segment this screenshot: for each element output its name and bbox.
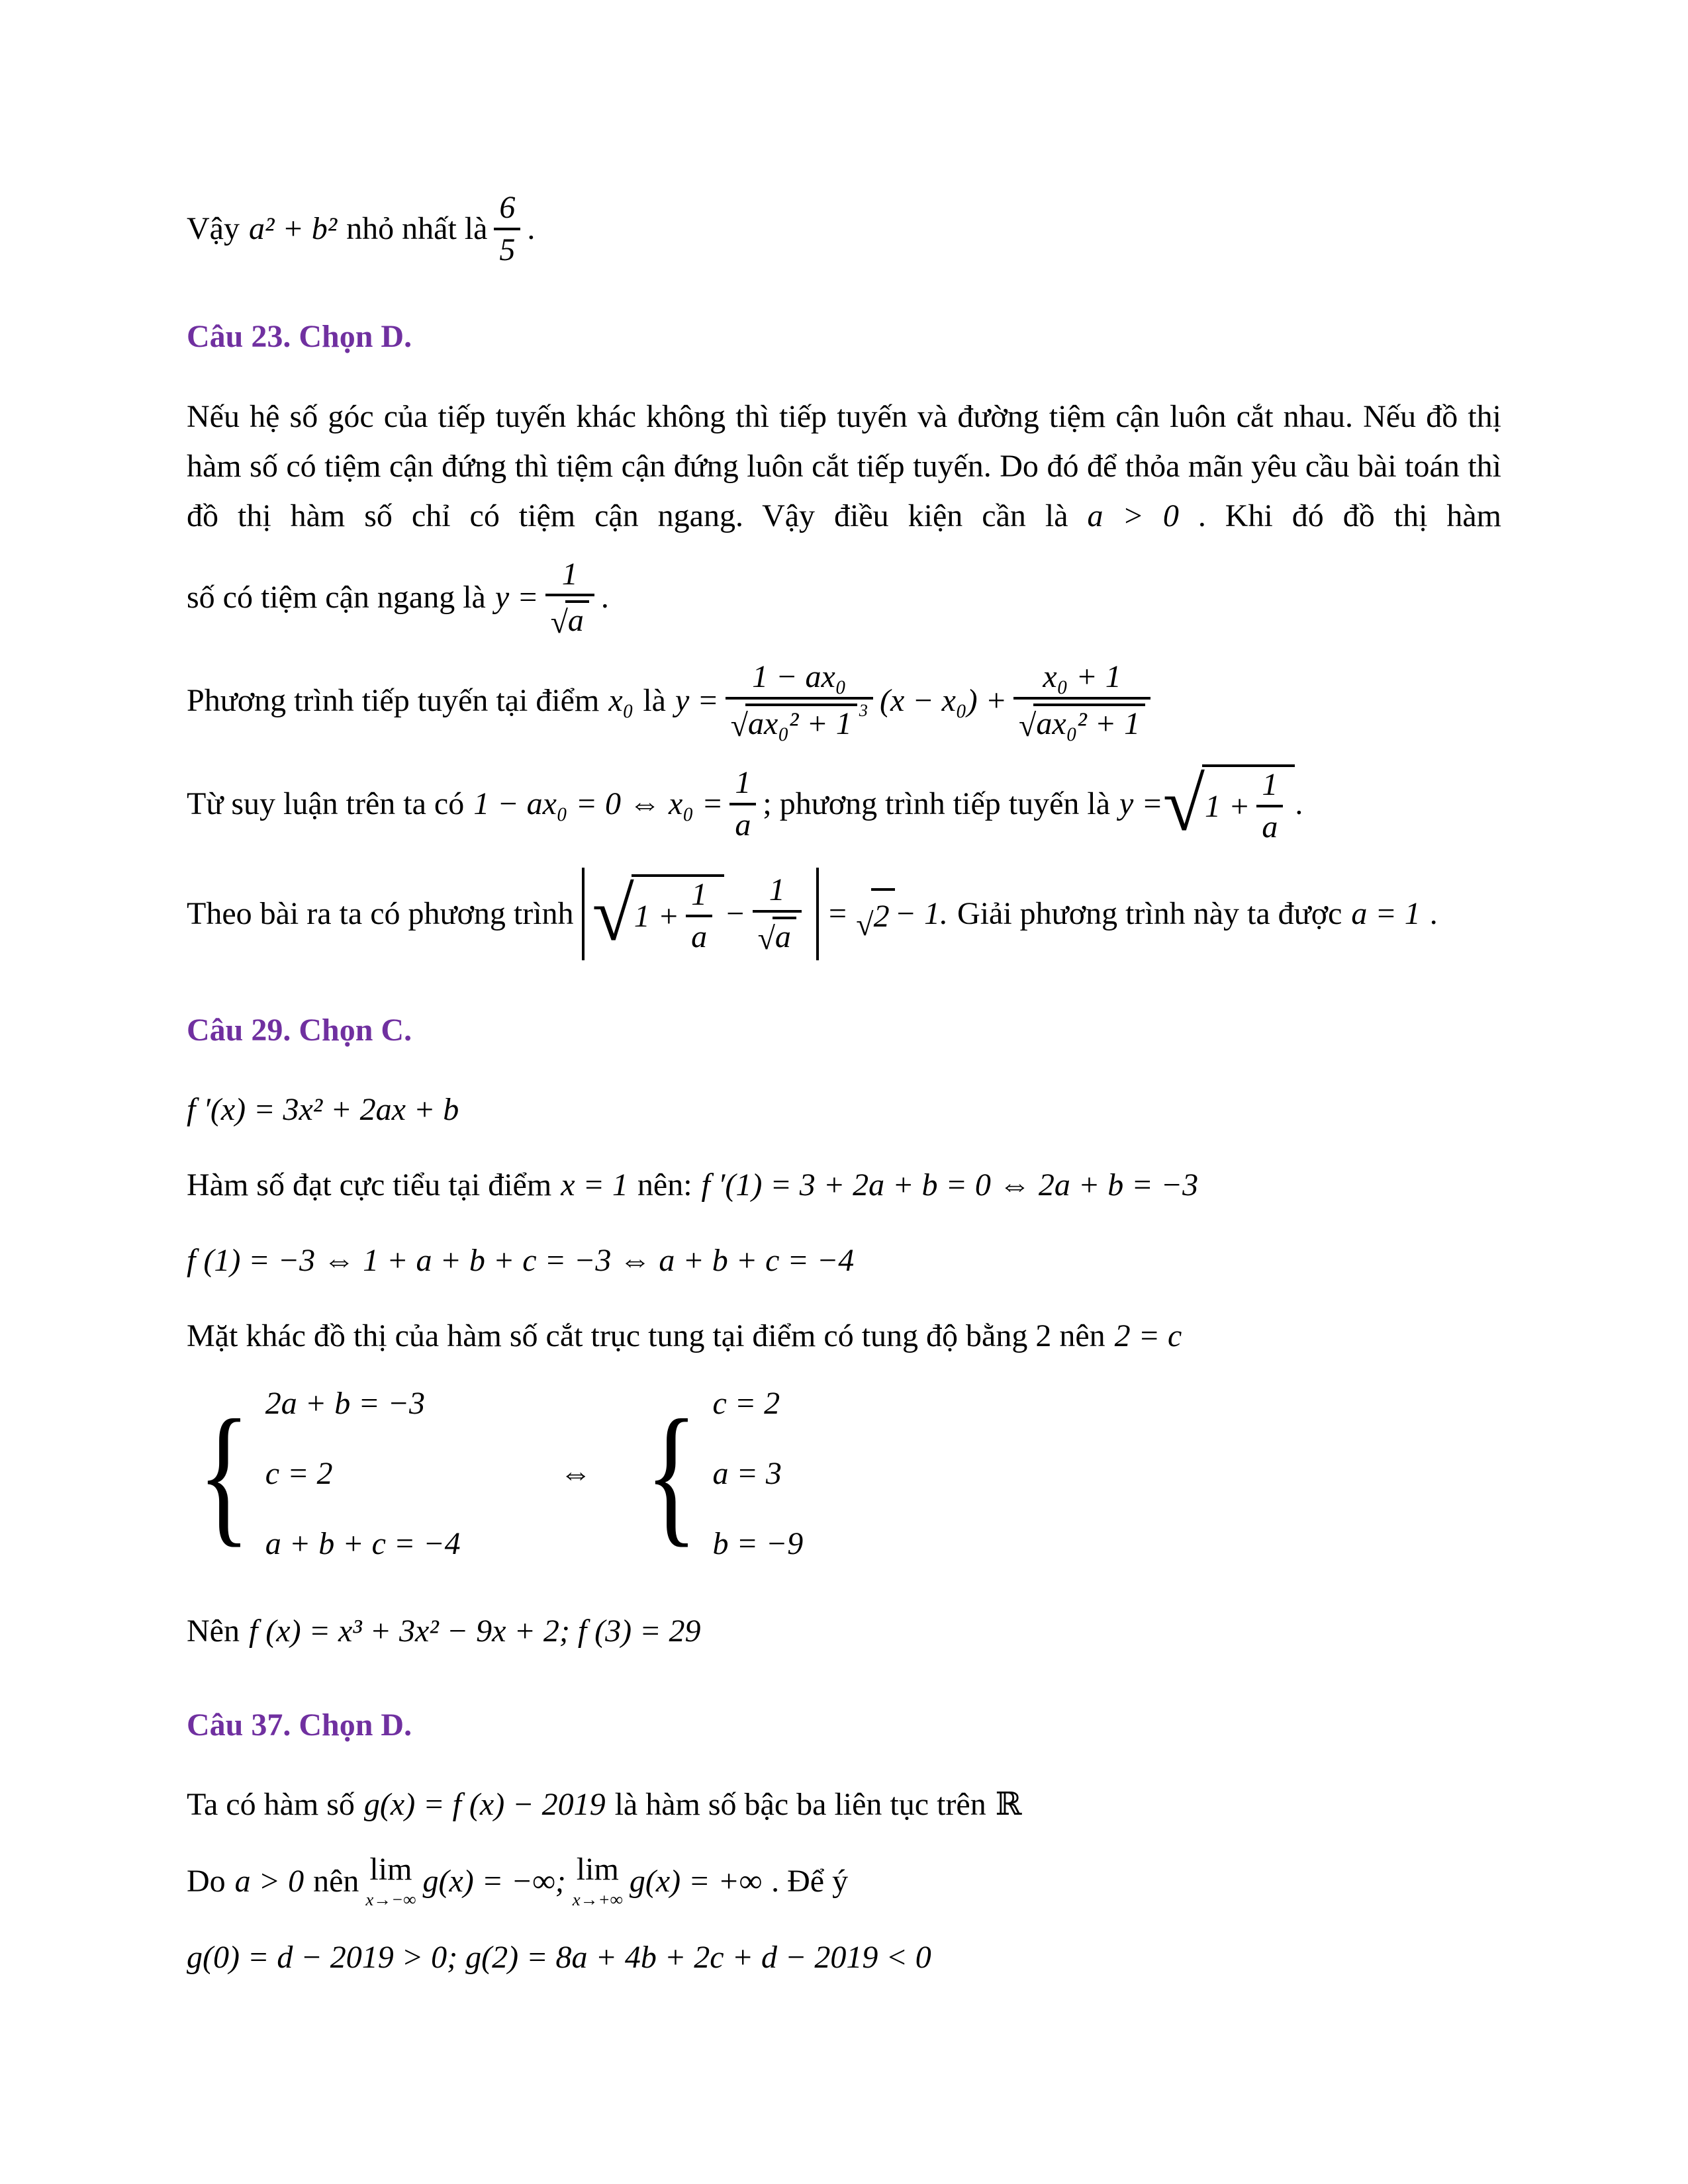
radicand <box>632 874 724 954</box>
limit-operator <box>573 1854 623 1909</box>
fraction-numerator: 1 <box>735 764 751 800</box>
fraction <box>494 192 520 267</box>
math-expression: 2 = c <box>1114 1318 1182 1354</box>
question-heading-37: Câu 37. Chọn D. <box>187 1707 412 1743</box>
square-root <box>856 888 894 943</box>
text-run: Ta có hàm số <box>187 1787 355 1823</box>
square-root <box>731 704 857 741</box>
square-root <box>592 871 725 956</box>
fraction <box>1013 661 1150 741</box>
text-run: Vậy <box>187 211 240 247</box>
question-heading-23: Câu 23. Chọn D. <box>187 318 412 354</box>
square-root <box>1019 704 1145 741</box>
cases-left <box>187 1380 461 1568</box>
fraction-denominator: 5 <box>494 228 520 267</box>
tangent-equation-line <box>187 661 1501 741</box>
y-intercept-line <box>187 1312 1501 1360</box>
text-run: . Để ý <box>771 1863 849 1899</box>
math-expression: g(x) = f (x) − 2019 <box>363 1787 606 1823</box>
radical-sign: √ <box>1162 761 1205 846</box>
radical-sign: √ <box>592 871 634 956</box>
radical-sign: √ <box>757 921 775 956</box>
fraction <box>753 874 802 954</box>
fraction-numerator: 1 <box>691 877 708 913</box>
math-expression: f ′(1) = 3 + 2a + b = 0 ⇔ 2a + b = −3 <box>701 1167 1199 1203</box>
text-run: Phương trình tiếp tuyến tại điểm <box>187 683 600 719</box>
math-expression: g(x) = −∞; <box>422 1863 566 1899</box>
text-run: là hàm số bậc ba liên tục trên <box>614 1787 986 1823</box>
left-brace: { <box>197 1387 250 1560</box>
radicand: ax₀² + 1 <box>745 704 857 741</box>
math-expression: 1 − ax₀ = 0 ⇔ x₀ = <box>473 786 724 822</box>
text-run: nên <box>313 1863 359 1899</box>
square-root <box>550 600 589 640</box>
cases-column <box>712 1380 803 1568</box>
question-heading-29: Câu 29. Chọn C. <box>187 1013 412 1048</box>
fraction <box>1256 769 1283 844</box>
text-run: số có tiệm cận ngang là <box>187 580 486 615</box>
derivative-line: f ′(x) = 3x² + 2ax + b <box>187 1092 459 1128</box>
fraction <box>726 661 873 741</box>
text-run: Theo bài ra ta có phương trình <box>187 896 574 932</box>
text-run: Từ suy luận trên ta có <box>187 786 465 822</box>
radicand <box>1202 764 1295 844</box>
math-expression: a > 0 <box>234 1863 305 1899</box>
limit-subscript: x→−∞ <box>365 1889 416 1910</box>
text-run: . <box>1429 896 1438 932</box>
math-expression: x₀ <box>608 683 634 719</box>
fraction-denominator <box>1013 697 1150 741</box>
fraction-denominator: a <box>729 803 756 842</box>
cases-column <box>265 1380 461 1568</box>
case-equation: a + b + c = −4 <box>265 1526 461 1562</box>
iff-symbol: ⇔ <box>559 1456 592 1492</box>
fraction-numerator: 1 <box>561 556 578 592</box>
text-run: ; phương trình tiếp tuyến là <box>763 786 1111 822</box>
math-expression: a² + b² <box>248 211 338 247</box>
math-expression: − 1. <box>894 896 949 932</box>
fraction-denominator: a <box>686 915 712 954</box>
equation-system <box>187 1380 1501 1568</box>
math-expression: g(x) = +∞ <box>629 1863 763 1899</box>
fraction-denominator: a <box>1256 805 1283 844</box>
limit-subscript: x→+∞ <box>572 1889 623 1910</box>
fraction <box>545 556 594 640</box>
radicand: ax₀² + 1 <box>1033 704 1145 741</box>
asymptote-line <box>187 556 1501 640</box>
math-expression: x = 1 <box>561 1167 628 1203</box>
math-expression: a > 0 <box>1087 498 1179 533</box>
text-run: là <box>643 683 666 719</box>
f1-value-line: f (1) = −3 ⇔ 1 + a + b + c = −3 ⇔ a + b + c = −4 <box>187 1243 855 1279</box>
radical-sign: √ <box>1019 707 1037 743</box>
text-run: Mặt khác đồ thị của hàm số cắt trục tung tại điểm có tung độ bằng 2 nên <box>187 1318 1105 1354</box>
limit-label: lim <box>369 1852 412 1888</box>
text-run: . Khi đó đồ thị hàm <box>1178 498 1502 533</box>
limit-label: lim <box>576 1852 619 1888</box>
square-root <box>1162 761 1295 846</box>
radical-sign: √ <box>550 604 568 640</box>
fraction <box>686 879 712 954</box>
cases-right <box>634 1380 804 1568</box>
g-values-line: g(0) = d − 2019 > 0; g(2) = 8a + 4b + 2c + d − 2019 < 0 <box>187 1940 931 1976</box>
math-expression: 1 + <box>1204 788 1250 824</box>
math-expression: a = 1 <box>1351 896 1421 932</box>
gx-definition-line <box>187 1781 1501 1829</box>
conclusion-line-cau29 <box>187 1608 1501 1655</box>
fraction-numerator: x₀ + 1 <box>1043 659 1121 695</box>
radicand: 2 <box>871 888 895 940</box>
text-run: . <box>527 211 536 247</box>
text-run: Nếu hệ số góc của tiếp tuyến khác không thì tiếp tuyến và đường tiệm cận luôn cắt nhau. Nếu đồ thị hàm số có tiệm cận đứng thì tiệm cận đứng luôn cắt tiếp tuyến. Do đó để thỏa mãn yêu cầu bài toán thì đồ thị hàm số chỉ có tiệm cận ngang. Vậy điều kiện cần là <box>187 398 1501 533</box>
math-operator: − <box>724 896 746 932</box>
fraction-denominator <box>545 594 594 640</box>
left-brace: { <box>645 1387 698 1560</box>
case-equation: c = 2 <box>712 1386 780 1422</box>
text-run: Nên <box>187 1614 240 1649</box>
math-expression: 1 + <box>633 898 680 934</box>
minimum-condition-line <box>187 1161 1501 1209</box>
limits-line <box>187 1854 1501 1909</box>
fraction-numerator: 1 <box>1262 767 1278 803</box>
text-run: nên: <box>637 1167 692 1203</box>
fraction-denominator: √ ax₀² + 1 3 <box>726 697 873 741</box>
math-expression: (x − x₀) + <box>880 683 1008 719</box>
absolute-value <box>582 868 819 960</box>
text-run: nhỏ nhất là <box>346 211 488 247</box>
case-equation: a = 3 <box>712 1456 782 1492</box>
math-expression: y = <box>675 683 719 719</box>
paragraph-cau23 <box>187 392 1501 541</box>
fraction <box>729 764 756 842</box>
text-run: Giải phương trình này ta được <box>957 896 1342 932</box>
radical-sign: √ <box>730 707 749 743</box>
text-run: . <box>1295 786 1303 822</box>
text-run: Hàm số đạt cực tiểu tại điểm <box>187 1167 552 1203</box>
radicand: a <box>565 600 589 637</box>
radicand: a <box>773 917 796 954</box>
fraction-numerator: 6 <box>499 190 516 225</box>
math-expression: = <box>826 896 849 932</box>
math-expression: y = <box>1119 786 1163 822</box>
deduction-line <box>187 761 1501 846</box>
text-run: Do <box>187 1863 226 1899</box>
square-root <box>758 917 796 954</box>
final-equation-line <box>187 868 1501 960</box>
real-numbers-symbol: ℝ <box>995 1787 1022 1823</box>
limit-operator <box>365 1854 416 1909</box>
fraction-denominator <box>753 910 802 954</box>
math-expression: f (x) = x³ + 3x² − 9x + 2; f (3) = 29 <box>248 1614 701 1649</box>
case-equation: c = 2 <box>265 1456 333 1492</box>
case-equation: 2a + b = −3 <box>265 1386 425 1422</box>
radical-sign: √ <box>856 907 874 943</box>
text-run: . <box>600 580 609 615</box>
math-expression: y = <box>494 580 539 615</box>
conclusion-line-min-value <box>187 192 1501 267</box>
fraction-numerator: 1 <box>769 872 785 908</box>
case-equation: b = −9 <box>712 1526 804 1562</box>
fraction-numerator: 1 − ax₀ <box>752 659 847 695</box>
